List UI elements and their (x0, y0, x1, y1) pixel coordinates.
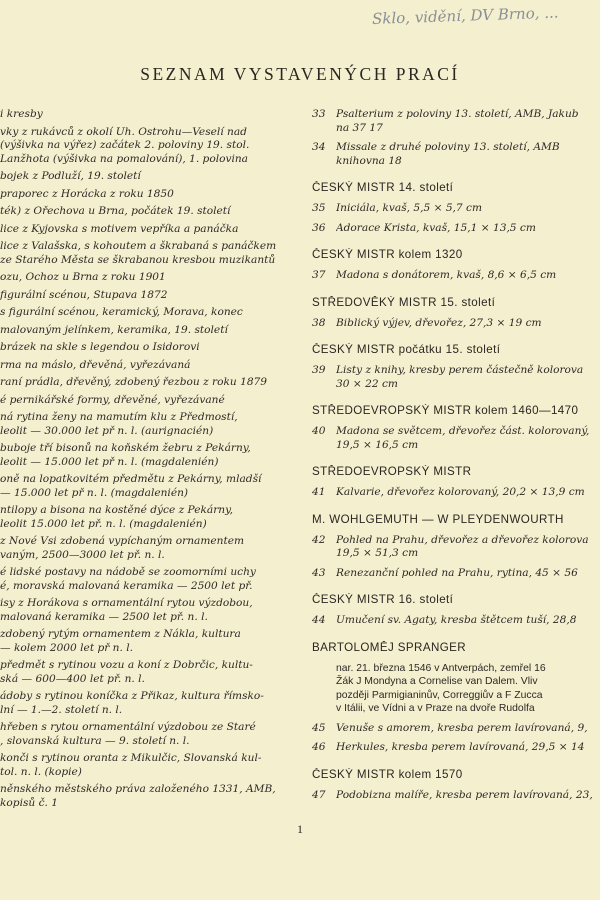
entry-line: ze Starého Města se škrabanou kresbou muzikantů (0, 253, 276, 266)
entry-number: 35 (312, 202, 326, 214)
entry-line: knihovna 18 (336, 154, 402, 167)
entry-line: lice z Valašska, s kohoutem a škrabaná s panáčkem (0, 240, 277, 252)
catalog-entry (312, 722, 600, 736)
entry-line: praporec z Horácka z roku 1850 (0, 187, 174, 200)
entry-line: isy z Horákova s ornamentální rytou výzdobou, (0, 597, 253, 609)
entry-line: hřeben s rytou ornamentální výzdobou ze Staré (0, 721, 256, 733)
entry-line: Pohled na Prahu, dřevořez a dřevořez kolorova (336, 533, 589, 546)
bio-line: nar. 21. března 1546 v Antverpách, zemřel 16 (336, 662, 546, 674)
entry-line: malovaná keramika — 2500 let př. n. l. (0, 610, 208, 623)
artist-heading: ČESKÝ MISTR 16. století (312, 593, 454, 606)
entry-number: 41 (312, 486, 326, 498)
entry-line: brázek na skle s legendou o Isidorovi (0, 341, 200, 353)
entry-line: lice z Kyjovska s motivem vepříka a panáčka (0, 222, 239, 235)
catalog-entry (0, 108, 296, 122)
entry-text (336, 108, 600, 135)
artist-heading: M. WOHLGEMUTH — W PLEYDENWOURTH (312, 512, 564, 526)
entry-text (336, 567, 600, 581)
entry-line: figurální scénou, Stupava 1872 (0, 288, 168, 301)
catalog-entry (0, 324, 296, 338)
entry-line: , slovanská kultura — 9. století n. l. (0, 734, 190, 747)
entry-line: zdobený rytým ornamentem z Nákla, kultura (0, 628, 241, 640)
catalog-entry (0, 223, 296, 237)
entry-text (336, 317, 600, 331)
artist-heading: STŘEDOEVROPSKÝ MISTR kolem 1460—1470 (312, 404, 579, 417)
catalog-entry (0, 205, 296, 219)
entry-text (336, 202, 600, 216)
handwritten-note: Sklo, vidění, DV Brno, ... (371, 3, 559, 28)
entry-line: Iniciála, kvaš, 5,5 × 5,7 cm (336, 202, 483, 214)
entry-line: kopisů č. 1 (0, 796, 59, 809)
entry-line: leolit — 30.000 let př n. l. (aurignacién) (0, 424, 214, 437)
entry-number: 40 (312, 425, 326, 437)
entry-line: buboje tří bisonů na koňském žebru z Pekárny, (0, 442, 251, 454)
entry-number: 45 (312, 721, 326, 734)
entry-line: Psalterium z poloviny 13. století, AMB, Jakub (336, 108, 579, 120)
catalog-entry (0, 359, 296, 373)
catalog-entry (0, 566, 296, 593)
catalog-entry (0, 240, 296, 267)
entry-line: Listy z knihy, kresby perem částečně kolorova (336, 364, 584, 376)
entry-text (336, 141, 600, 168)
catalog-entry (312, 141, 600, 168)
entry-line: bojek z Podluží, 19. století (0, 170, 141, 182)
entry-line: malovaným jelínkem, keramika, 19. století (0, 323, 228, 336)
left-column (0, 108, 296, 840)
entry-number: 34 (312, 141, 326, 153)
page-number: 1 (297, 822, 303, 836)
entry-line: raní prádla, dřevěný, zdobený řezbou z roku 1879 (0, 376, 268, 388)
catalog-entry (0, 271, 296, 285)
catalog-entry (0, 289, 296, 303)
entry-line: Missale z druhé poloviny 13. století, AMB (336, 141, 560, 153)
catalog-entry (0, 442, 296, 469)
entry-line: ádoby s rytinou koníčka z Přikaz, kultura římsko- (0, 690, 264, 702)
catalog-entry (0, 473, 296, 500)
entry-text (336, 722, 600, 736)
catalog-entry (312, 534, 600, 561)
artist-heading: ČESKÝ MISTR počátku 15. století (312, 343, 501, 356)
entry-number: 42 (312, 533, 326, 546)
entry-line: ték) z Ořechova u Brna, počátek 19. století (0, 205, 231, 217)
entry-line: ná rytina ženy na mamutím klu z Předmostí, (0, 411, 238, 423)
catalog-entry (312, 789, 600, 803)
artist-heading: STŘEDOVĚKÝ MISTR 15. století (312, 295, 496, 309)
catalog-entry (312, 269, 600, 283)
entry-line: vaným, 2500—3000 let př. n. l. (0, 548, 165, 561)
entry-number: 47 (312, 788, 326, 801)
entry-text (336, 486, 600, 500)
bio-line: Žák J Mondyna a Cornelise van Dalem. Vliv (336, 676, 538, 687)
catalog-entry (0, 341, 296, 355)
entry-number: 44 (312, 614, 326, 626)
entry-line: 30 × 22 cm (336, 377, 398, 390)
catalog-entry (0, 376, 296, 390)
entry-number: 46 (312, 741, 326, 753)
entry-line: é pernikářské formy, dřevěné, vyřezávané (0, 393, 225, 406)
entry-text (336, 222, 600, 236)
entry-line: rma na máslo, dřevěná, vyřezávaná (0, 358, 191, 371)
artist-heading: ČESKÝ MISTR kolem 1570 (312, 767, 463, 781)
entry-line: Podobizna malíře, kresba perem lavírovaná, 23, (336, 788, 593, 801)
entry-text (336, 269, 600, 283)
entry-text (336, 534, 600, 561)
entry-line: é lidské postavy na nádobě se zoomorními uchy (0, 566, 256, 578)
entry-line: předmět s rytinou vozu a koní z Dobrčic, kultu- (0, 659, 253, 671)
entry-text (336, 364, 600, 391)
catalog-entry (312, 108, 600, 135)
catalog-entry (0, 690, 296, 717)
catalog-entry (0, 597, 296, 624)
entry-line: leolit — 15.000 let př n. l. (magdalenién) (0, 455, 219, 468)
entry-line: Venuše s amorem, kresba perem lavírovaná, 9, (336, 721, 588, 734)
entry-text (336, 789, 600, 803)
entry-line: ntilopy a bisona na kostěné dýce z Pekárny, (0, 504, 234, 516)
catalog-entry (0, 504, 296, 531)
catalog-entry (312, 364, 600, 391)
entry-number: 43 (312, 566, 326, 579)
catalog-entry (0, 752, 296, 779)
entry-line: Herkules, kresba perem lavírovaná, 29,5 × 14 (336, 741, 585, 753)
catalog-entry (312, 614, 600, 628)
entry-line: 19,5 × 51,3 cm (336, 547, 419, 559)
entry-line: Adorace Krista, kvaš, 15,1 × 13,5 cm (336, 221, 536, 234)
entry-line: tol. n. l. (kopie) (0, 765, 82, 778)
entry-number: 36 (312, 221, 326, 234)
entry-line: Biblický výjev, dřevořez, 27,3 × 19 cm (336, 316, 542, 329)
entry-line: ozu, Ochoz u Brna z roku 1901 (0, 271, 166, 283)
entry-text (336, 425, 600, 452)
catalog-entry (312, 202, 600, 216)
catalog-entry (0, 306, 296, 320)
catalog-entry (312, 741, 600, 755)
catalog-entry (0, 628, 296, 655)
entry-line: oně na lopatkovitém předmětu z Pekárny, mladší (0, 473, 262, 485)
catalog-entry (312, 486, 600, 500)
artist-heading: BARTOLOMĚJ SPRANGER (312, 640, 467, 654)
entry-line: ská — 600—400 let př. n. l. (0, 672, 145, 685)
entry-line: Kalvarie, dřevořez kolorovaný, 20,2 × 13,9 cm (336, 486, 585, 498)
right-column (312, 108, 600, 840)
catalog-entry (312, 567, 600, 581)
entry-line: Madona se světcem, dřevořez část. kolorovaný, (336, 425, 590, 437)
entry-line: i kresby (0, 108, 43, 120)
artist-heading: ČESKÝ MISTR 14. století (312, 181, 454, 194)
catalog-entry (312, 222, 600, 236)
catalog-entry (0, 170, 296, 184)
entry-line: é, moravská malovaná keramika — 2500 let př. (0, 579, 253, 592)
bio-line: později Parmigianinův, Correggiův a F Zucca (336, 689, 543, 701)
entry-line: Madona s donátorem, kvaš, 8,6 × 6,5 cm (336, 269, 557, 281)
entry-number: 39 (312, 364, 326, 376)
catalog-entry (0, 721, 296, 748)
artist-bio (336, 662, 600, 716)
entry-line: vky z rukávců z okolí Uh. Ostrohu—Veselí nad (0, 125, 247, 138)
entry-line: lní — 1.—2. století n. l. (0, 703, 123, 716)
catalog-entry (0, 535, 296, 562)
entry-line: Umučení sv. Agaty, kresba štětcem tuší, 28,8 (336, 614, 577, 626)
entry-line: z Nové Vsi zdobená vypíchaným ornamentem (0, 535, 245, 547)
entry-number: 37 (312, 269, 326, 281)
bio-line: v Itálii, ve Vídni a v Praze na dvoře Rudolfa (336, 703, 535, 714)
entry-line: na 37 17 (336, 121, 383, 134)
entry-text (336, 741, 600, 755)
entry-line: 19,5 × 16,5 cm (336, 438, 419, 451)
catalog-entry (0, 126, 296, 167)
entry-line: Lanžhota (výšivka na pomalování), 1. polovina (0, 152, 248, 165)
catalog-entry (0, 659, 296, 686)
entry-line: s figurální scénou, keramický, Morava, konec (0, 306, 243, 318)
catalog-entry (0, 394, 296, 408)
artist-heading: STŘEDOEVROPSKÝ MISTR (312, 465, 472, 478)
catalog-entry (312, 317, 600, 331)
entry-line: — kolem 2000 let př n. l. (0, 641, 133, 654)
artist-heading: ČESKÝ MISTR kolem 1320 (312, 248, 463, 261)
entry-line: něnského městského práva založeného 1331, AMB, (0, 783, 276, 795)
page-title: SEZNAM VYSTAVENÝCH PRACÍ (140, 64, 460, 84)
catalog-entry (0, 411, 296, 438)
entry-line: konči s rytinou oranta z Mikulčic, Slovanská kul- (0, 752, 262, 764)
catalog-entry (312, 425, 600, 452)
entry-line: leolit 15.000 let př. n. l. (magdalenién) (0, 517, 207, 530)
entry-number: 33 (312, 108, 326, 120)
entry-number: 38 (312, 316, 326, 329)
entry-line: — 15.000 let př n. l. (magdalenién) (0, 486, 189, 499)
entry-line: Renezanční pohled na Prahu, rytina, 45 × 56 (336, 566, 578, 579)
catalog-entry (0, 783, 296, 810)
entry-line: (výšivka na výřez) začátek 2. poloviny 19. stol. (0, 139, 250, 151)
entry-text (336, 614, 600, 628)
catalog-entry (0, 188, 296, 202)
